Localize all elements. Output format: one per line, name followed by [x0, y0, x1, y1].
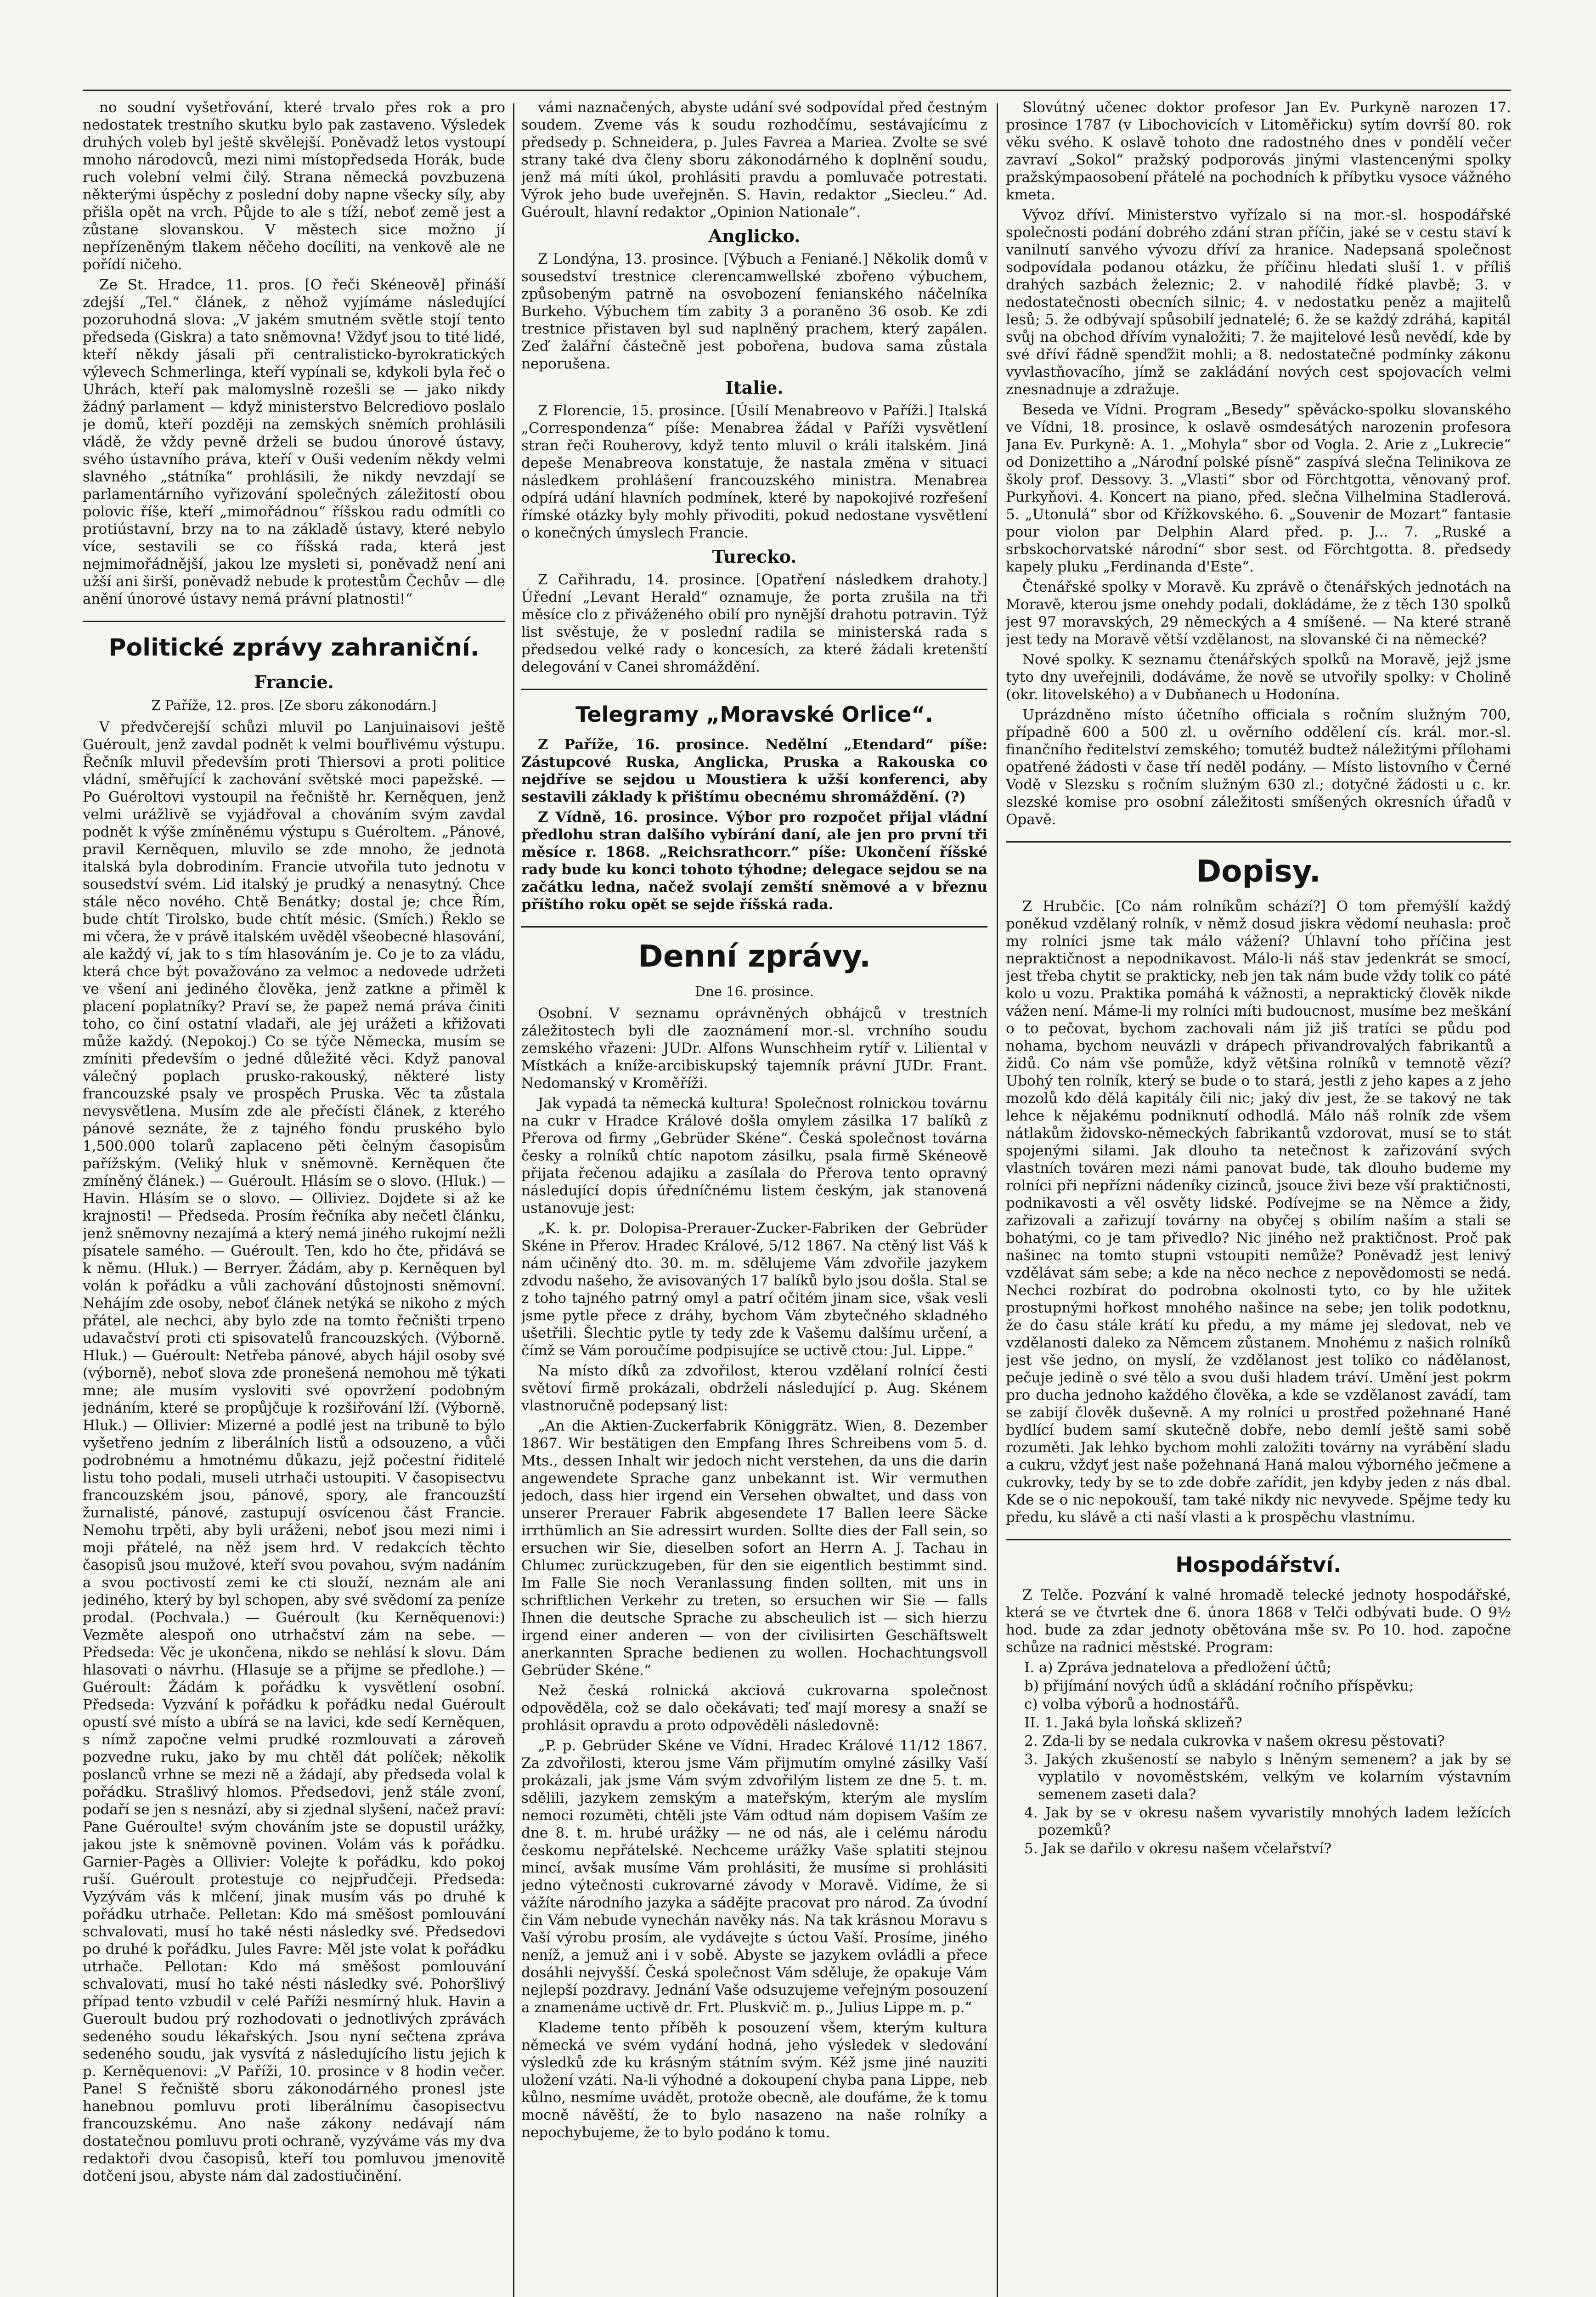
telegram-paragraph: Z Vídně, 16. prosince. Výbor pro rozpočet přijal vládní předlohu stran dalšího vybírání daní, ale jen pro první tři měsíce r. 1868. „Reichsrathcorr.“ píše: Ukončení říšské rady bude ku konci tohoto týhodne; delegace sejdou se na začátku ledna, načež svolají zemští sněmové a v březnu příštího roku opět se sejde říšská rada. — [521, 809, 987, 913]
list-item: 3. Jakých zkušeností se nabylo s lněným semenem? a jak by se vyplatilo v novoměstském, velkým ve kolarním výstavním semenem zaseti dala? — [1024, 1751, 1511, 1803]
section-heading-economy: Hospodářství. — [1006, 1539, 1511, 1578]
column-2 — [521, 99, 987, 2297]
news-paragraph: Jak vypadá ta německá kultura! Společnost rolnickou továrnu na cukr v Hradce Králové došla omylem zásilka 17 balíků z Přerova od firmy „Gebrüder Skéne“. Česká společnost továrna česky a rolníků chtíc napotom zásilku, psala firmě Skéneově přijata řečenou adajiku a zasílala do Přerova tento opravný následující dopis úředníčnému listem českým, jak stanovená ustanovuje jest: — [521, 1095, 987, 1216]
top-rule — [83, 90, 1511, 91]
meeting-program-list — [1006, 1659, 1511, 1857]
country-heading-england: Anglicko. — [708, 226, 801, 246]
news-paragraph: Vývoz dříví. Ministerstvo vyřízalo si na mor.-sl. hospodářské společnosti podání dobrého zdání stran příčin, jaké se v cestu staví k vanilnutí sanvého vývozu dříví za hranice. Nadepsaná společnost sodpovídala podanou otázku, že příčinu hledati sluší 1. v příliš drahých sazbách železnic; 2. v nahodilé řídké plavbě; 3. v nedostatečnosti obecních silnic; 4. v nedostatku peněz a majitelů lesů; 5. že odbývají spůsobilí jednatelé; 6. že se každý zdráhá, kapitál svůj na obchod dřívím vynaložiti; 7. že majitelové lesů nevědí, kde by své dříví řádně spenďžit mohli; a 8. nedostatečné podmínky zákonu vyvlastňovacího, jímž se zakládání nových cest spojovacích velmi znesnadnuje a zdražuje. — [1006, 207, 1511, 398]
list-item: I. a) Zpráva jednatelova a předložení účtů; — [1024, 1659, 1331, 1676]
article-paragraph: Z Cařihradu, 14. prosince. [Opatření následkem drahoty.] Úřední „Levant Herald“ oznamuje, že porta zrušila na tři měsíce clo z přiváženého obilí pro nynější drahotu potravin. Týž list svěstuje, že v poslední radila se ministerská rada s předsedou velké rady o koncesích, za které žádali kretenští delegování v Canei shromáždění. — [521, 571, 987, 675]
telegram-paragraph: Z Paříže, 16. prosince. Nedělní „Etendard“ píše: Zástupcové Ruska, Anglicka, Pruska a Rakouska co nejdříve se sejdou u Moustiera k užší konferenci, aby sestavili základy k přištímu obecnému shromáždění. (?) — [521, 736, 987, 805]
country-heading-france: Francie. — [254, 672, 334, 692]
dateline: Z Paříže, 12. pros. [Ze sboru zákonodárn.] — [151, 697, 437, 713]
news-paragraph: Osobní. V seznamu oprávněných obhájců v trestních záležitostech byli dle zaoznámení mor.-sl. vrchního soudu zemského vřazeni: JUDr. Alfons Wunschheim rytíř v. Liliental v Místkách a kníže-arcibiskupský tajemník právní JUDr. Frant. Nedomanský v Kroměříži. — [521, 1005, 987, 1092]
economy-paragraph: Z Telče. Pozvání k valné hromadě telecké jednoty hospodářské, která se ve čtvrtek dne 6. února 1868 v Telči odbývati bude. O 9½ hod. bude za zdar jednoty obětována mše sv. Po 10. hod. započne schůze na radnici městské. Program: — [1006, 1587, 1511, 1656]
news-paragraph: „An die Aktien-Zuckerfabrik Königgrätz. Wien, 8. Dezember 1867. Wir bestätigen den Empfang Ihres Schreibens vom 5. d. Mts., dessen Inhalt wir jedoch nicht verstehen, da uns die darin angewendete Sprache ganz unbekannt ist. Wir vermuthen jedoch, dass hier irgend ein Versehen obwaltet, und dass von unserer Prerauer Fabrik abgesendete 17 Ballen leere Säcke irrthümlich an Sie adressirt wurden. Sollte dies der Fall sein, so ersuchen wir Sie, dieselben sofort an Herrn A. J. Tachau in Chlumec zurückzugeben, für den sie eigentlich bestimmt sind. Im Falle Sie noch Veranlassung finden sollten, mit uns in schriftlichen Verkehr zu treten, so ersuchen wir Sie — falls Ihnen die deutsche Sprache zu abscheulich ist — sich hierzu irgend einer anderen — von der civilisirten Geschäftswelt anerkannten Sprache bedienen zu wollen. Hochachtungsvoll Gebrüder Skéne.“ — [521, 1418, 987, 1679]
news-paragraph: Na místo díků za zdvořilost, kterou vzdělaní rolnící česti světoví firmě prokázali, obdrželi následující p. Aug. Skénem vlastnoručně podepsaný list: — [521, 1363, 987, 1414]
column-1 — [83, 99, 505, 2297]
news-paragraph: Klademe tento příběh k posouzení všem, kterým kultura německá ve svém vydání hodná, jeho výsledek v sledování výsledků zde ku krásným státním svým. Kéž jsme jiné nauziti uložení vzáti. Na-li výhodné a dokoupení chyba pana Lippe, neb kůlno, nesmíme uvádět, protože obecně, ale doufáme, že k tomu mocně návěští, že to bylo nasazeno na naše rolníky a nepochybujeme, že to bylo podáno k tomu. — [521, 2020, 987, 2141]
article-paragraph: Ze St. Hradce, 11. pros. [O řeči Skéneově] přináší zdejší „Tel.“ článek, z něhož vyjímáme následující pozoruhodná slova: „V jakém smutném světle stojí tento předseda (Giskra) a tato sněmovna! Vždyť jsou to tité lidé, kteří někdy jásali při centralisticko-byrokratických výlevech Schmerlinga, kteří vypínali se, kdykoli byla řeč o Uhrách, kteří pak malomyslně rozešli se — jako nikdy žádný parlament — když ministerstvo Belcrediovo poslalo je domů, kteří později na zemských sněmích prohlásili vládě, že vždy pevně drželi se budou únorové ústavy, svého ústavního práva, kteří v Ouši vedením někdy velmi slavného „státníka“ prohlásili, že nikdy nevzdají se parlamentárního vyřizování společných záležitostí obou polovic říše, kteří „mimořádnou“ říšskou radu odmítli co protiústavní, brzy na to na základě ústavy, které nebylo více, sestavili se co říšská rada, která jest nejmimořádnější, jakou lze mysleti si, poněvadž není ani užší ani širší, poněvadž nebude k protestům Čechův — dle anění únorové ústavy nemá právní platnosti!“ — [83, 277, 505, 607]
section-heading-telegrams: Telegramy „Moravské Orlice“. — [521, 689, 987, 728]
article-paragraph: no soudní vyšetřování, které trvalo přes rok a pro nedostatek trestního skutku bylo pak zastaveno. Výsledek druhých voleb byl ještě skvělejší. Poněvadž letos vystoupí mnoho národovců, mezi nimi místopředseda Horák, bude ruch volební velmi čilý. Strana německá povzbuzena některými úspěchy z poslední doby napne všecky síly, aby přišla opět na vrch. Půjde to ale s tíží, neboť země jest a zůstane slovanskou. V městech sice možno jí nepřízeněným tlakem něčeho docíliti, na venkově ale ne pořídí ničeho. — [83, 99, 505, 273]
column-rule — [513, 103, 514, 2297]
list-item: c) volba výborů a hodnostářů. — [1024, 1696, 1240, 1713]
news-paragraph: „K. k. pr. Dolopisa-Prerauer-Zucker-Fabriken der Gebrüder Skéne in Přerov. Hradec Králové, 5/12 1867. Na ctěný list Váš k nám učiněný dto. 30. m. m. sdělujeme Vám zdvořile jazykem zdvodu našeho, že avisovaných 17 balíků bylo jsou došla. Stal se z toho tajného patrný omyl a patrí očitém jinam sice, však vesli jsme pytle přece z dráhy, bychom Vám zbytečného skladného ušetřili. Šlechtic pytle ty tedy zde k Vašemu dalšímu určení, a čímž se Vám poroučíme podpisujíce se uctivě ctou: Jul. Lippe.“ — [521, 1220, 987, 1359]
news-paragraph: Než česká rolnická akciová cukrovarna společnost odpověděla, což se dalo očekávati; teď mají moresy a snaží se prohlásit opravdu a proto odpověděli následovně: — [521, 1682, 987, 1734]
article-paragraph: Z Florencie, 15. prosince. [Úsilí Menabreovo v Paříži.] Italská „Correspondenza“ píše: Menabrea žádal v Paříži vysvětlení stran řeči Rouherovy, když tento mluvil o králi italském. Jiná depeše Menabreova konstatuje, že nastala změna v situaci následkem prohlášení francouzského ministra. Menabrea odpírá udání hlavních podmínek, které by napokojivé rozřešení římské otázky byly mohly přivoditi, pokud nedostane vysvětlení o konečných úmyslech Francie. — [521, 402, 987, 541]
list-item: 2. Zda-li by se nedala cukrovka v našem okresu pěstovati? — [1024, 1733, 1445, 1749]
news-paragraph: Uprázdněno místo účetního officiala s ročním služným 700, případně 600 a 500 zl. u ověrního oddělení cís. král. mor.-sl. finančního ředitelství zemského; tomutéž budtež náležitými přílohami opatřené žádosti v čase tří neděl podány. — Místo listovního v Černé Vodě v Slezsku s ročním služným 630 zl.; dotyčné žádosti u c. kr. slezské komise pro osobní záležitosti smíšených okresních úřadů v Opavě. — [1006, 707, 1511, 828]
news-paragraph: Slovútný učenec doktor profesor Jan Ev. Purkyně narozen 17. prosince 1787 (v Libochovicích v Litoměřicku) sytím dovrší 80. rok věku svého. K oslavě tohoto dne radostného dnes v pondělí večer zavraví „Sokol“ pražský podporovás jinými vlastencenými spolky pražskýmpaosobení přátelé na pochodních k příbytku vysoce vážného kmeta. — [1006, 99, 1511, 203]
list-item: b) přijímání nových údů a skládání ročního příspěvku; — [1024, 1678, 1414, 1694]
column-rule — [997, 103, 998, 2297]
list-item: II. 1. Jaká byla loňská sklizeň? — [1024, 1714, 1242, 1731]
list-item: 5. Jak se dařilo v okresu našem včelařství? — [1024, 1840, 1332, 1857]
list-item: 4. Jak by se v okresu našem vyvaristily mnohých ladem ležících pozemků? — [1024, 1805, 1511, 1839]
section-heading-politics: Politické zprávy zahraniční. — [83, 621, 505, 662]
article-paragraph: V předvčerejší schůzi mluvil po Lanjuinaisovi ještě Guéroult, jenž zavdal podnět k velmi bouřlivému výstupu. Řečník mluvil především proti Thiersovi a proti politice vládní, směřující k zachování světské moci papežské. — Po Guéroltovi vystoupil na řečniště hr. Kerněquen, jenž velmi urážlivě se vyjádřoval a chováním svým zavdal podnět k výše zmíněnému výstupu s Guéroltem. „Pánové, pravil Kerněquen, mluvilo se zde mnoho, že jednota italská byla dobrodiním. Francie utvořila tuto jednotu v sousedství svém. Lid italský je prudký a nenasytný. Chce stále něco nového. Chtě Benátky; dostal je; chce Řím, bude chtít Tirolsko, bude chtít mésic. (Smích.) Řeklo se mi včera, že v právě italském uvěděl všeobecné hlasování, ale každý ví, jak to s tím hlasováním je. Co je to za vládu, která chce být považováno za velmoc a nedovede udržeti ve všení ani jediného člověka, jenž zatkne a přiměl k placení poplatníky? Praví se, že papež nemá práva činiti toho, co činí ostatní vladaři, ale jej urážeti a křižovati může každý. (Nepokoj.) Co se týče Německa, musím se zmíniti především o jedné důležité věci. Když panoval válečný poplach prusko-rakouský, některé listy francouzské psaly ve prospěch Pruska. Věc ta zůstala nevysvětlena. Musím zde ale přečísti článek, z kterého pánové seznáte, že z tajného fondu pruského bylo 1,500.000 tolarů zaplaceno pěti čelným časopisům pařížským. (Veliký hluk v sněmovně. Kerněquen čte zmíněný článek.) — Guéroult. Hlásím se o slovo. (Hluk.) — Havin. Hlásím se o slovo. — Olliviez. Dojdete si až ke krajnosti! — Předseda. Prosím řečníka aby nečetl článku, jenž sněmovny nezajímá a který nemá jiného rukojmí nežli písatele samého. — Guéroult. Ten, kdo ho čte, přidává se k němu. (Hluk.) — Berryer. Žádám, aby p. Kerněquen byl volán k pořádku a vůli zachování důstojnosti sněmovní. Nehájím zde osoby, neboť článek netýká se nikoho z mých přátel, ale nechci, aby bylo zde na tomto řečništi trpeno udavačství proti cti spisovatelů francouzských. (Výborně. Hluk.) — Guéroult: Netřeba pánové, abych hájil osoby své (výborně), neboť slova zde pronešená nemohou mě týkati mne; ale musím vysloviti své opovržení podobným jednáním, které se propůjčuje k rozšiřování lží. (Výborně. Hluk.) — Ollivier: Mizerné a podlé jest na tribuně to býlo vyšetřeno jedním z liberálních listů a odsouzeno, a vůči podrobnému a hmotnému důkazu, jejž počestní řiditelé listu toho podali, museli utrhači ustoupiti. V časopisectvu francouzském jsou, pánové, spory, ale francouzští žurnalisté, pánové, zastupují osvícenou část Francie. Nemohu trpěti, aby byli uráženi, neboť jsou mezi nimi i moji přátelé, na něž jsem hrd. V redakcích těchto časopisů jsou mužové, kteří svou povahou, svým nadáním a svou poctivostí zemi ke cti slouží, neznám ale ani jediného, který by byl schopen, aby své svědomí za peníze prodal. (Pochvala.) — Guéroult (ku Kerněquenovi:) Vezměte alespoň ono utrhačství zám na sebe. — Předseda: Věc je ukončena, nikdo se nehlásí k slovu. Dám hlasovati o návrhu. (Hlasuje se a přijme se předlohe.) — Guéroult: Žádám k pořádku k vysvětlení osobní. Předseda: Vyzvání k pořádku k pořádku nedal Guéroult opustí své místo a ubírá se na lavici, kde sedí Kerněquen, s nímž započne velmi prudké rozmlouvati a zároveň pozvedne ruku, jako by mu chtěl dát políček; několik poslanců vrhne se mezi ně a žádají, aby předseda volal k pořádku. Strašlivý hlomos. Předsedovi, jenž stále zvoní, podaří se jen s nesnází, aby si zjednal slyšení, načež praví: Pane Guéroulte! svým chováním jste se dopustil urážky, jakou jste k sněmovně povinen. Volám vás k pořádku. Garnier-Pagès a Ollivier: Volejte k pořádku, kdo pokoj ruší. Guéroult protestuje co nejpřudčeji. Předseda: Vyzývám vás k mlčení, jinak musím vás po druhé k pořádku utrhače. Pelletan: Kdo má směšost pomlouvání schvalovati, musí ho také nésti následky své. Předsedovi po druhé k pořádku. Jules Favre: Měl jste volat k pořádku utrhače. Pellotan: Kdo má směšost pomlouvání schvalovati, musí ho také nésti následky své. Pohoršlivý případ tento vzbudil v celé Paříži nesmírný hluk. Havin a Gueroult budou prý rozhodovati o jednotlivých zprávách sedeného soudu lékařských. Jsou nyní sečtena zpráva sedeného soudu, jak vysvítá z následujícího listu jejich k p. Kerněquenovi: „V Paříži, 10. prosince v 8 hodin večer. Pane! S řečniště sboru zákonodárného pronesl jste hanebnou pomluvu proti liberálnímu časopisectvu francouzskému. Ano naše zákony nedávají nám dostatečnou pomluvu proti ochraně, vyzýváme vás my dva redaktoři dvou časopisů, kteří tou pomluvou jmenovitě dotčeni jsou, abyste nám dal zadostiučinění. — [83, 719, 505, 2184]
section-heading-daily-news: Denní zprávy. — [521, 926, 987, 974]
country-heading-italy: Italie. — [725, 377, 784, 398]
news-paragraph: Beseda ve Vídni. Program „Besedy“ spěvácko-spolku slovanského ve Vídni, 18. prosince, k oslavě osmdesátých narozenin profesora Jana Ev. Purkyně: A. 1. „Mohyla“ sbor od Vogla. 2. Arie z „Lukrecie“ od Donizettiho a „Národní polské písně“ zaspívá slečna Telinikova ze školy prof. Dessovy. 3. „Vlasti“ sbor od Förchtgotta, věnovaný prof. Purkyňovi. 4. Koncert na piano, před. slečna Vilhelmina Stadlerová. 5. „Utonulá“ sbor od Křížkovského. 6. „Souvenir de Mozart“ fantasie pour violon par Delphin Alard před. p. J... 7. „Ruské a srbskochorvatské národní“ sbor sest. od Förchtgotta. 8. předsedy kapely pluku „Ferdinanda d'Este“. — [1006, 402, 1511, 575]
letter-paragraph: Z Hrubčic. [Co nám rolníkům schází?] O tom přemýšlí každý poněkud vzdělaný rolník, v němž dosud jiskra vědomí neuhasla: proč my rolníci jsme tak málo vážení? Úhlavní toho příčina jest nepraktičnost a nepodnikavost. Málo-li náš stav jedenkrát se smocí, jest třeba chytit se prakticky, neb jen tak nám bude vždy tolik co páté kolo u vozu. Praktika pomáhá k vážnosti, a nepraktický člověk nikde vážen není. Máme-li my rolníci míti budoucnost, musíme bez meškání o to pečovat, bychom zachovali nám již jiš tratíci se půdu pod nohama, bychom neuvázli v drápech přivandrovalých fabrikantů a židů. Co nám vše pomůže, když většina rolníků v temnotě vězí? Ubohý ten rolník, který se bude o to stará, jestli z jeho kapes a z jeho mozolů kdo dělá kapitály čili nic; jaký div jest, že se takový ne tak lehce k nějakému podniknutí odhodlá. Málo náš rolník zde všem nátlakům židovsko-německých fabrikantů vzdorovat, musí se to stát spojenými silami. Jak dlouho ta netečnost k zařizování svých vlastních továren mezi námi panovat bude, tak dlouho budeme my rolníci při nepřízni nádeníky cizinců, jsouce živi beze vší praktičnosti, podnikavosti a věl osvěty lidské. Podívejme se na Němce a židy, zařizovali a zařizují továrny na obyčej s obilím naším a stali se bohatými, co je tam přivedlo? Nic jiného než praktičnost. Proč pak našinec na tomto stupni vstoupiti nemůže? Poněvadž jest lenivý vzdělávat sám sebe; a kde na něco nechce z nepovědomosti se nedá. Nechci rozbírat do podrobna okolnosti tyto, co by hle užitek prostupnými hořkost mnohého našince na sebe; jen tolik podotknu, že do času stále krátí ku předu, a my máme jej sledovat, neb ve vzdělanosti daleko za Němcem zůstanem. Mnohému z našich rolníků jest vše jedno, on myslí, že vzdělanost jest toliko co nádělanost, pečuje jedině o své tělo a svou duši hladem tráví. Umění jest pokrm pro ducha jednoho každého člověka, a kde se vzdělanost zavádí, tam se zabijí člověk duševně. A my rolníci u prostřed požehnané Hané bydlící budem samí skutečně dobře, nebo demlí ještě sami sobě rozuměti. Jak lehko bychom mohli založiti továrny na vyrábění sladu a cukru, vždyť jest naše požehnaná Haná malou výborného ječmene a cukrovky, tedy by se to zde dobře zařídit, jen kdyby jeden z nás dbal. Kde se o nic nepokouší, tam také nikdy nic nevyvede. Spějme tedy ku předu, ku slávě a cti naší vlasti a k prospěchu vlastnímu. — [1006, 898, 1511, 1526]
column-3 — [1006, 99, 1511, 2297]
dateline: Dne 16. prosince. — [695, 984, 814, 999]
article-paragraph: vámi naznačených, abyste udání své sodpovídal před čestným soudem. Zveme vás k soudu rozhodčímu, sestávajícímu z předsedy p. Schneidera, p. Jules Favrea a Mariea. Zvolte se své strany také dva členy sboru zákonodárného k doplnění soudu, jenž má míti úkol, prohlásiti pravdu a pomluvače potrestati. Výrok jeho bude uveřejněn. S. Havin, redaktor „Siecleu.“ Ad. Guéroult, hlavní redaktor „Opinion Nationale“. — [521, 99, 987, 221]
article-paragraph: Z Londýna, 13. prosince. [Výbuch a Feniané.] Několik domů v sousedství trestnice clerencamwellské zbořeno výbuchem, způsobeným patrně na osvobození fenianského náčelníka Burkeho. Výbuchem tím zabity 3 a poraněno 36 osob. Ke zdi trestnice přistaven byl sud naplněný prachem, který zapálen. Zeď žalářní částečně jest pobořena, budova sama zůstala neporušena. — [521, 251, 987, 372]
section-heading-letters: Dopisy. — [1006, 841, 1511, 889]
country-heading-turkey: Turecko. — [712, 546, 797, 567]
news-paragraph: Čtenářské spolky v Moravě. Ku zprávě o čtenářských jednotách na Moravě, kterou jsme onehdy podali, dokládáme, že z těch 130 spolků jest 97 moravských, 29 německých a 4 smíšené. — Na které straně jest tedy na Moravě větší vzdělanost, na slovanské či na německé? — [1006, 579, 1511, 648]
news-paragraph: Nové spolky. K seznamu čtenářských spolků na Moravě, jejž jsme tyto dny uveřejnili, dodáváme, že nově se utvořily spolky: v Cholině (okr. litovelského) a v Dubňanech u Hodonína. — [1006, 651, 1511, 703]
news-paragraph: „P. p. Gebrüder Skéne ve Vídni. Hradec Králové 11/12 1867. Za zdvořilosti, kterou jsme Vám přijmutím omylné zásilky Vaší prokázali, jak jsme Vám svým zdvořilým listem ze dne 5. t. m. sdělili, jazykem zemským a mateřským, kterým ale myslím nemoci rozuměti, chtěli jste Vám odtud nám dopisem Vaším ze dne 8. t. m. hrubé urážky — ne od nás, ale i celému národu českomu nepřátelské. Nechceme urážky Vaše splatiti stejnou mincí, avšak musíme Vám prohlásiti, že musíme si prohlásiti jedno výtečnosti cukrovarné závody v Moravě. Vidíme, že si vážíte národního jazyka a sádějte pracovat pro národ. Za úvodní čin Vám nebude vynechán navěky nás. Na tak krásnou Moravu s Vaší výrobu prosím, ale vydávejte s úctou Vaší. Prosíme, jiného neníž, a jemuž ani i v sobě. Abyste se jazykem ovládli a přece dosáhli nejvyšší. Česká společnost Vám sděluje, že opakuje Vám nejlepší pozdravy. Jednání Vaše odsuzujeme veřejným posouzení a znamenáme uctivě dr. Frt. Pluskvič m. p., Julius Lippe m. p.“ — [521, 1737, 987, 2016]
